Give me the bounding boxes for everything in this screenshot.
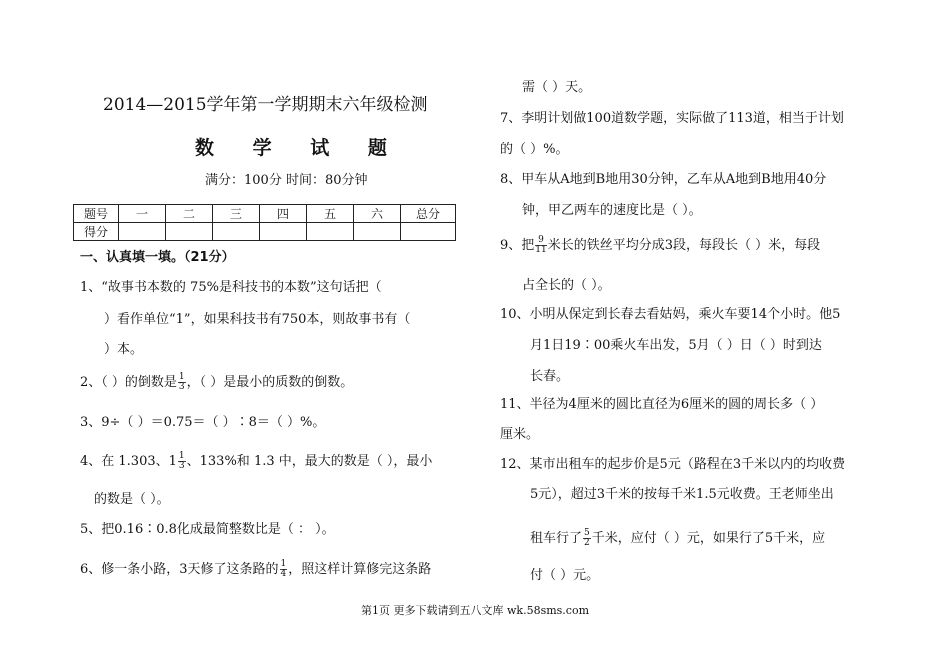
question-6-line-2: 需（ ）天。 [522, 80, 592, 95]
question-10-line-3: 长春。 [530, 369, 570, 384]
score-table-score-row [74, 223, 456, 241]
table-cell: 五 [307, 205, 354, 223]
section-heading: 一、认真填一填。（21分） [80, 250, 235, 265]
score-input-cell[interactable] [401, 223, 456, 241]
table-cell: 总分 [401, 205, 456, 223]
fraction-five-halves [583, 529, 591, 548]
score-input-cell[interactable] [119, 223, 166, 241]
question-6-text-b: ，照这样计算修完这条路 [288, 562, 432, 577]
fraction-numerator: 5 [584, 528, 590, 538]
question-2-text-a: 2、（ ）的倒数是 [80, 375, 177, 390]
question-12-line-3 [530, 529, 825, 548]
question-1-line-1: 1、“故事书本数的 75%是科技书的本数”这句话把（ [80, 280, 382, 295]
question-12-line-4: 付（ ）元。 [530, 568, 600, 583]
fraction-nine-elevenths [535, 236, 546, 255]
question-12-line-1: 12、某市出租车的起步价是5元（路程在3千米以内的均收费 [500, 457, 846, 472]
question-7-line-2: 的（ ）%。 [500, 142, 569, 157]
score-input-cell[interactable] [260, 223, 307, 241]
exam-title: 2014—2015学年第一学期期末六年级检测 [103, 95, 428, 115]
fraction-denominator: 11 [535, 245, 547, 255]
question-10-line-1: 10、小明从保定到长春去看姑妈，乘火车要14个小时。他5 [500, 307, 841, 322]
table-cell: 三 [213, 205, 260, 223]
question-6-text-a: 6、修一条小路，3天修了这条路的 [80, 562, 279, 577]
question-12-text-d: 千米，应付（ ）元，如果行了5千米，应 [591, 531, 826, 546]
question-6-line-1 [80, 560, 431, 579]
table-cell: 一 [119, 205, 166, 223]
question-4-line-1 [80, 452, 432, 471]
table-cell: 四 [260, 205, 307, 223]
question-4-line-2: 的数是（ ）。 [94, 492, 170, 507]
question-7-line-1: 7、李明计划做100道数学题，实际做了113道，相当于计划 [500, 111, 844, 126]
fraction-one-quarter [280, 560, 288, 579]
question-1-line-2: ）看作单位“1”，如果科技书有750本，则故事书有（ [104, 312, 411, 327]
score-input-cell[interactable] [354, 223, 401, 241]
question-1-line-3: ）本。 [104, 342, 144, 357]
question-8-line-2: 钟，甲乙两车的速度比是（ ）。 [522, 203, 702, 218]
fraction-denominator: 2 [584, 538, 590, 548]
question-11-line-2: 厘米。 [500, 427, 540, 442]
score-table [73, 204, 456, 241]
score-input-cell[interactable] [213, 223, 260, 241]
question-4-text-b: 、133%和 1.3 中，最大的数是（ ），最小 [186, 454, 433, 469]
question-2 [80, 373, 353, 392]
fraction-one-third [178, 452, 186, 471]
fraction-denominator: 3 [178, 461, 185, 471]
table-cell: 二 [166, 205, 213, 223]
question-12-line-2: 5元），超过3千米的按每千米1.5元收费。王老师坐出 [530, 487, 834, 502]
table-cell: 六 [354, 205, 401, 223]
fraction-numerator: 9 [535, 236, 546, 246]
question-10-line-2: 月1日19∶00乘火车出发，5月（ ）日（ ）时到达 [530, 338, 822, 353]
question-11-line-1: 11、半径为4厘米的圆比直径为6厘米的圆的周长多（ ） [500, 397, 824, 412]
fraction-numerator: 1 [178, 372, 185, 382]
table-cell: 得分 [74, 223, 119, 241]
question-9-text-a: 9、把 [500, 238, 535, 253]
question-5: 5、把0.16∶0.8化成最简整数比是（ ： ）。 [80, 522, 335, 537]
page-footer: 第1页 更多下载请到五八文库 wk.58sms.com [361, 604, 589, 617]
question-8-line-1: 8、甲车从A地到B地用30分钟，乙车从A地到B地用40分 [500, 172, 827, 187]
question-2-text-b: ，（ ）是最小的质数的倒数。 [186, 375, 354, 390]
question-9-line-2: 占全长的（ ）。 [522, 278, 611, 293]
subject-title: 数 学 试 题 [195, 137, 403, 159]
fraction-numerator: 1 [280, 559, 287, 569]
fraction-denominator: 4 [280, 569, 287, 579]
fraction-one-third [178, 373, 186, 392]
score-input-cell[interactable] [307, 223, 354, 241]
question-12-text-c: 租车行了 [530, 531, 583, 546]
score-table-header-row [74, 205, 456, 223]
fraction-denominator: 3 [178, 382, 185, 392]
table-cell: 题号 [74, 205, 119, 223]
question-4-text-a: 4、在 1.303、1 [80, 454, 177, 469]
question-3: 3、9÷（ ）＝0.75＝（ ）∶8＝（ ）%。 [80, 415, 326, 430]
exam-info: 满分：100分 时间：80分钟 [205, 173, 368, 188]
question-9-line-1 [500, 236, 820, 255]
score-input-cell[interactable] [166, 223, 213, 241]
fraction-numerator: 1 [178, 451, 185, 461]
question-9-text-b: 米长的铁丝平均分成3段，每段长（ ）米，每段 [547, 238, 821, 253]
